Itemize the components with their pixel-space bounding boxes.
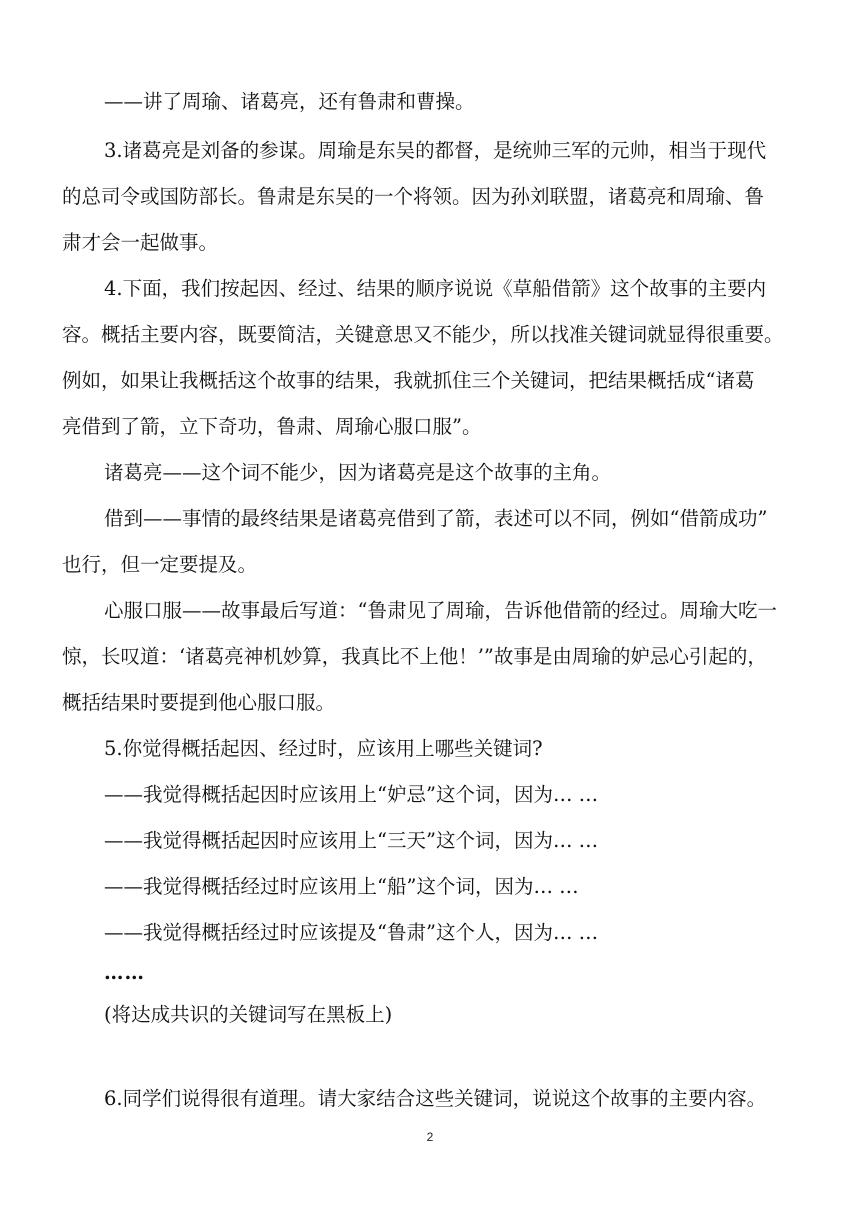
paragraph-line: 4.下面，我们按起因、经过、结果的顺序说说《草船借箭》这个故事的主要内 xyxy=(104,277,767,300)
paragraph-line: 借到——事情的最终结果是诸葛亮借到了箭，表述可以不同，例如“借箭成功” xyxy=(104,507,768,530)
paragraph-line: 惊，长叹道：‘诸葛亮神机妙算，我真比不上他！’”故事是由周瑜的妒忌心引起的， xyxy=(62,645,767,668)
paragraph-line: 的总司令或国防部长。鲁肃是东吴的一个将领。因为孙刘联盟，诸葛亮和周瑜、鲁 xyxy=(62,185,765,208)
ellipsis-line: …… xyxy=(104,961,145,984)
paragraph-line: ——我觉得概括经过时应该提及“鲁肃”这个人，因为… … xyxy=(104,921,599,944)
paragraph-line: 3.诸葛亮是刘备的参谋。周瑜是东吴的都督，是统帅三军的元帅，相当于现代 xyxy=(104,139,767,162)
page-number: 2 xyxy=(426,1130,434,1144)
paragraph-line: 心服口服——故事最后写道：“鲁肃见了周瑜，告诉他借箭的经过。周瑜大吃一 xyxy=(104,599,777,622)
paragraph-line: 肃才会一起做事。 xyxy=(62,231,219,254)
paragraph-line: 概括结果时要提到他心服口服。 xyxy=(62,691,336,714)
paragraph-line: 容。概括主要内容，既要简洁，关键意思又不能少，所以找准关键词就显得很重要。 xyxy=(62,323,784,346)
paragraph-line: 亮借到了箭，立下奇功，鲁肃、周瑜心服口服”。 xyxy=(62,415,482,438)
paragraph-line: 6.同学们说得很有道理。请大家结合这些关键词，说说这个故事的主要内容。 xyxy=(104,1087,767,1110)
paragraph-line: 5.你觉得概括起因、经过时，应该用上哪些关键词? xyxy=(104,737,543,760)
paragraph-line: ——我觉得概括起因时应该用上“妒忌”这个词，因为… … xyxy=(104,783,599,806)
paragraph-line: ——我觉得概括经过时应该用上“船”这个词，因为… … xyxy=(104,875,579,898)
paragraph-line: (将达成共识的关键词写在黑板上) xyxy=(104,1003,393,1026)
paragraph-line: ——讲了周瑜、诸葛亮，还有鲁肃和曹操。 xyxy=(104,90,475,113)
paragraph-line: 诸葛亮——这个词不能少，因为诸葛亮是这个故事的主角。 xyxy=(104,461,612,484)
paragraph-line: 例如，如果让我概括这个故事的结果，我就抓住三个关键词，把结果概括成“诸葛 xyxy=(62,369,755,392)
paragraph-line: 也行，但一定要提及。 xyxy=(62,553,258,576)
paragraph-line: ——我觉得概括起因时应该用上“三天”这个词，因为… … xyxy=(104,829,599,852)
